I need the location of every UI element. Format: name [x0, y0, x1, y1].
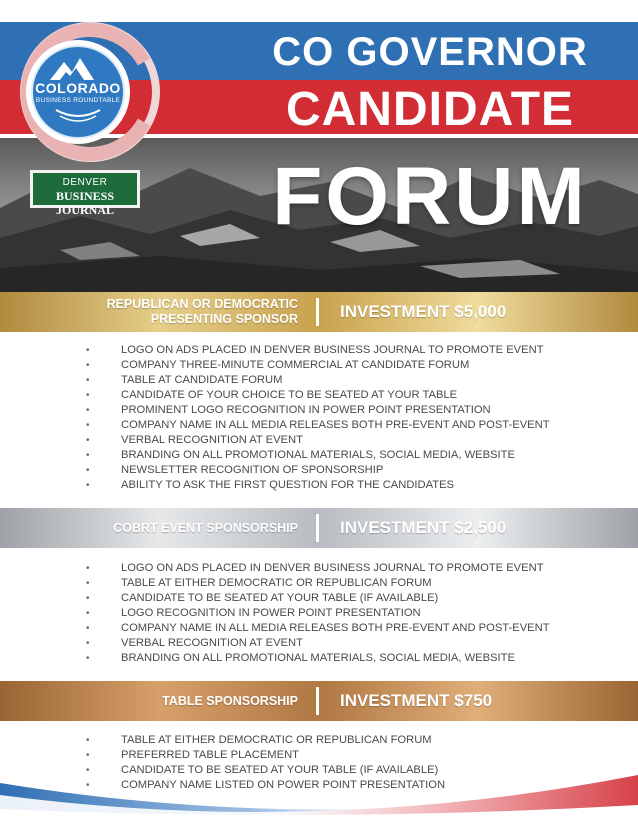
- benefit-text: VERBAL RECOGNITION AT EVENT: [121, 434, 303, 446]
- bullet-icon: •: [86, 345, 90, 356]
- bullet-icon: •: [86, 608, 90, 619]
- footer-wave-icon: [0, 765, 638, 825]
- colorado-business-roundtable-logo: [20, 22, 160, 162]
- bullet-icon: •: [86, 765, 90, 776]
- dbj-line-2: BUSINESS JOURNAL: [55, 189, 115, 217]
- list-item: [0, 478, 638, 493]
- tier-table-sponsorship-bar: [0, 681, 638, 721]
- benefit-text: LOGO RECOGNITION IN POWER POINT PRESENTATION: [121, 607, 421, 619]
- bullet-icon: •: [86, 465, 90, 476]
- benefit-text: PREFERRED TABLE PLACEMENT: [121, 749, 300, 761]
- benefit-text: LOGO ON ADS PLACED IN DENVER BUSINESS JOURNAL TO PROMOTE EVENT: [121, 562, 544, 574]
- list-item: [0, 463, 638, 478]
- tier-separator: [316, 514, 319, 542]
- benefit-text: BRANDING ON ALL PROMOTIONAL MATERIALS, SOCIAL MEDIA, WEBSITE: [121, 652, 515, 664]
- dbj-logo-inner: [33, 173, 137, 217]
- tier-name-line-2: PRESENTING SPONSOR: [150, 312, 298, 326]
- list-item: [0, 733, 638, 748]
- list-item: [0, 403, 638, 418]
- list-item: [0, 448, 638, 463]
- bullet-icon: •: [86, 450, 90, 461]
- event-sponsorship-benefits: [0, 561, 638, 666]
- benefit-text: VERBAL RECOGNITION AT EVENT: [121, 637, 303, 649]
- bullet-icon: •: [86, 623, 90, 634]
- tier-presenting-sponsor-bar: [0, 292, 638, 332]
- list-item: [0, 343, 638, 358]
- list-item: [0, 636, 638, 651]
- tier-name: [113, 508, 298, 548]
- benefit-text: CANDIDATE TO BE SEATED AT YOUR TABLE (IF AVAILABLE): [121, 764, 439, 776]
- bullet-icon: •: [86, 435, 90, 446]
- bullet-icon: •: [86, 638, 90, 649]
- bullet-icon: •: [86, 360, 90, 371]
- title-line-3: FORUM: [272, 151, 588, 242]
- bullet-icon: •: [86, 390, 90, 401]
- title-line-1: CO GOVERNOR: [272, 30, 588, 74]
- benefit-text: TABLE AT EITHER DEMOCRATIC OR REPUBLICAN FORUM: [121, 577, 432, 589]
- benefit-text: TABLE AT EITHER DEMOCRATIC OR REPUBLICAN FORUM: [121, 734, 432, 746]
- dbj-line-1: DENVER: [62, 177, 108, 188]
- list-item: [0, 373, 638, 388]
- list-item: [0, 576, 638, 591]
- tier-investment: INVESTMENT $5,000: [340, 302, 507, 321]
- benefit-text: PROMINENT LOGO RECOGNITION IN POWER POINT PRESENTATION: [121, 404, 491, 416]
- benefit-text: CANDIDATE TO BE SEATED AT YOUR TABLE (IF AVAILABLE): [121, 592, 439, 604]
- list-item: [0, 418, 638, 433]
- bullet-icon: •: [86, 780, 90, 791]
- tier-name: [107, 292, 298, 332]
- bullet-icon: •: [86, 563, 90, 574]
- tier-separator: [316, 687, 319, 715]
- presenting-sponsor-benefits: [0, 343, 638, 493]
- header: [0, 0, 638, 292]
- list-item: [0, 388, 638, 403]
- tier-investment: INVESTMENT $2,500: [340, 518, 507, 537]
- benefit-text: COMPANY NAME LISTED ON POWER POINT PRESENTATION: [121, 779, 446, 791]
- list-item: [0, 561, 638, 576]
- denver-business-journal-logo: [30, 170, 140, 217]
- bullet-icon: •: [86, 750, 90, 761]
- benefit-text: COMPANY NAME IN ALL MEDIA RELEASES BOTH PRE-EVENT AND POST-EVENT: [121, 622, 550, 634]
- bullet-icon: •: [86, 735, 90, 746]
- list-item: [0, 358, 638, 373]
- list-item: [0, 433, 638, 448]
- list-item: [0, 651, 638, 666]
- tier-name: [162, 681, 298, 721]
- tier-event-sponsorship-bar: [0, 508, 638, 548]
- bullet-icon: •: [86, 480, 90, 491]
- tier-name-line-1: REPUBLICAN OR DEMOCRATIC: [106, 297, 298, 311]
- bullet-icon: •: [86, 405, 90, 416]
- list-item: [0, 591, 638, 606]
- logo-main-text: COLORADO: [35, 80, 121, 96]
- title-line-2: CANDIDATE: [285, 83, 575, 136]
- tier-name-line-1: TABLE SPONSORSHIP: [162, 693, 298, 708]
- benefit-text: ABILITY TO ASK THE FIRST QUESTION FOR THE CANDIDATES: [121, 479, 454, 491]
- tier-investment: INVESTMENT $750: [340, 691, 493, 710]
- bullet-icon: •: [86, 375, 90, 386]
- benefit-text: NEWSLETTER RECOGNITION OF SPONSORSHIP: [121, 464, 384, 476]
- list-item: [0, 621, 638, 636]
- list-item: [0, 606, 638, 621]
- benefit-text: COMPANY THREE-MINUTE COMMERCIAL AT CANDIDATE FORUM: [121, 359, 470, 371]
- bullet-icon: •: [86, 593, 90, 604]
- benefit-text: CANDIDATE OF YOUR CHOICE TO BE SEATED AT YOUR TABLE: [121, 389, 458, 401]
- benefit-text: COMPANY NAME IN ALL MEDIA RELEASES BOTH PRE-EVENT AND POST-EVENT: [121, 419, 550, 431]
- bullet-icon: •: [86, 420, 90, 431]
- bullet-icon: •: [86, 578, 90, 589]
- benefit-text: BRANDING ON ALL PROMOTIONAL MATERIALS, SOCIAL MEDIA, WEBSITE: [121, 449, 515, 461]
- tier-separator: [316, 298, 319, 326]
- tier-name-line-1: COBRT EVENT SPONSORSHIP: [113, 520, 298, 535]
- bullet-icon: •: [86, 653, 90, 664]
- benefit-text: LOGO ON ADS PLACED IN DENVER BUSINESS JOURNAL TO PROMOTE EVENT: [121, 344, 544, 356]
- logo-sub-text: BUSINESS ROUNDTABLE: [35, 97, 121, 104]
- list-item: [0, 748, 638, 763]
- footer-swoosh: [0, 765, 638, 825]
- benefit-text: TABLE AT CANDIDATE FORUM: [121, 374, 283, 386]
